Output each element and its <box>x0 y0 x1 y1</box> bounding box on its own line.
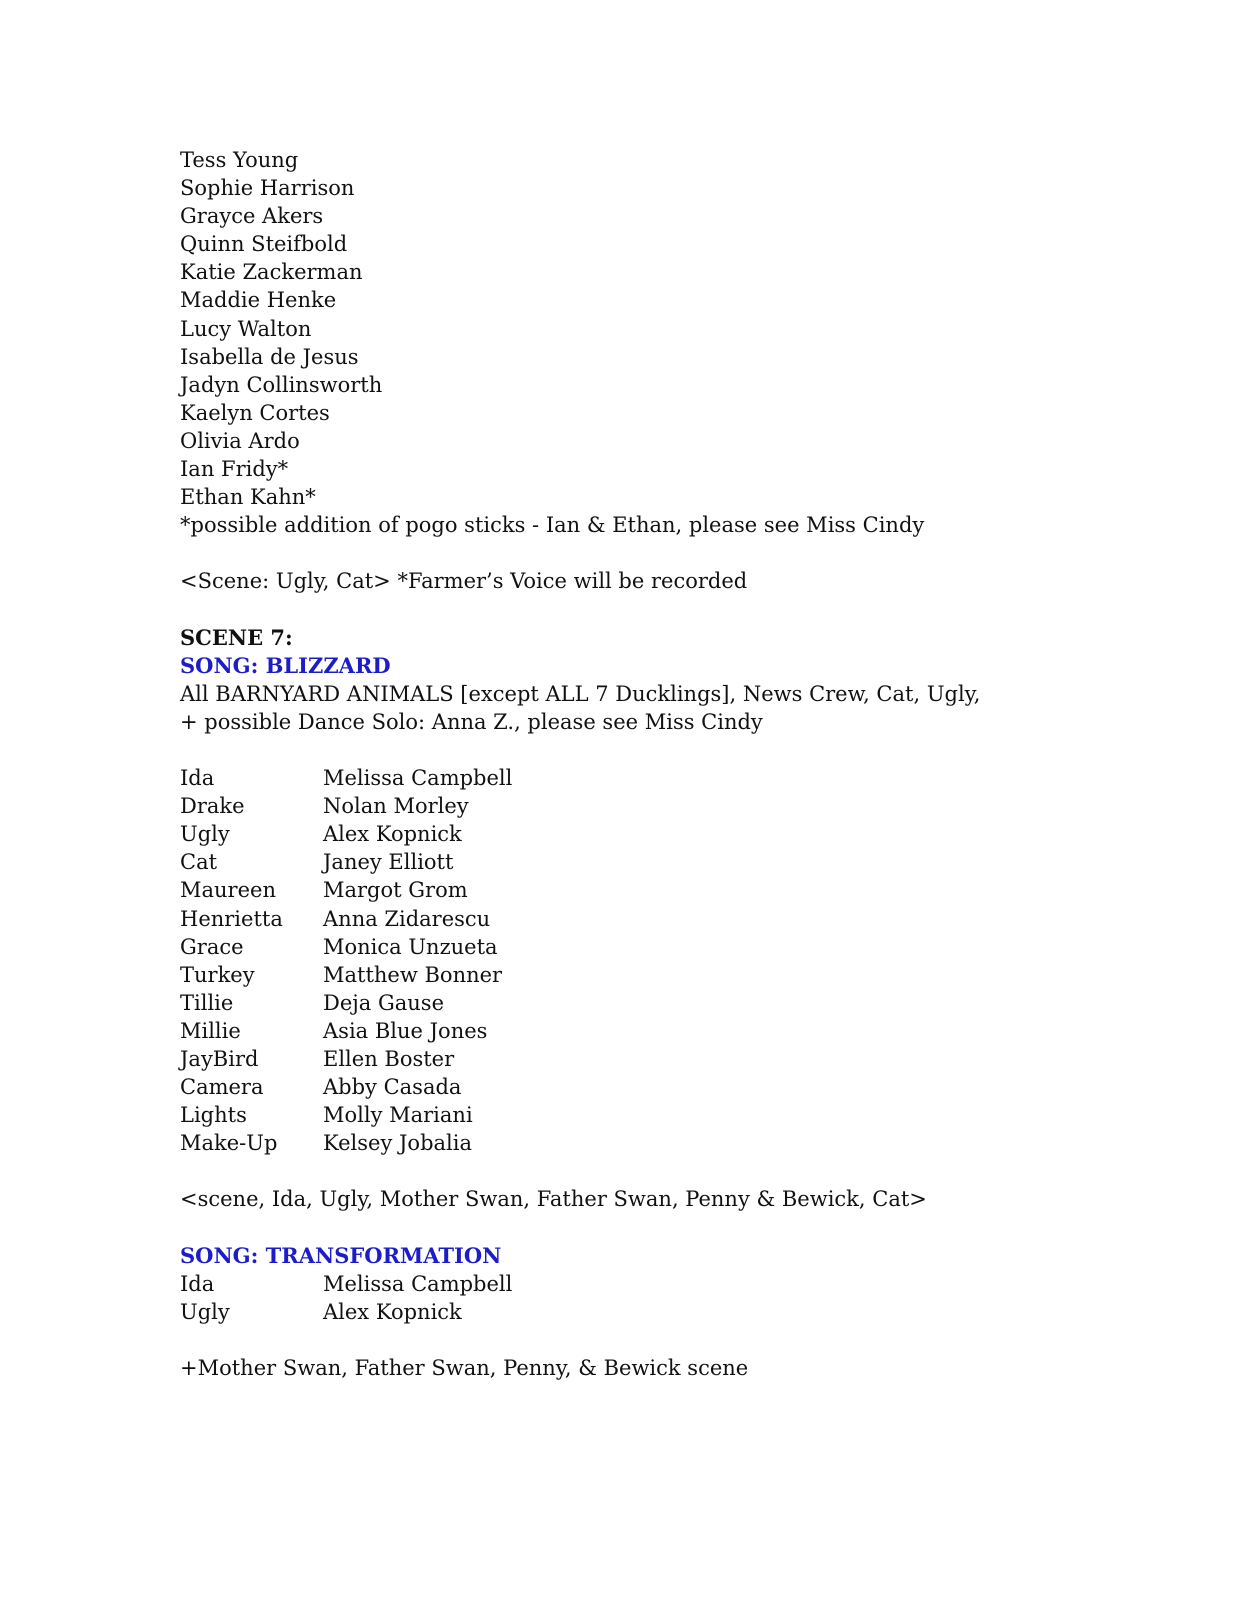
cast-actor: Melissa Campbell <box>323 766 513 791</box>
cast-actor: Monica Unzueta <box>323 934 498 959</box>
list-item: Isabella de Jesus <box>180 344 359 369</box>
cast-row <box>180 1270 1160 1298</box>
spacer <box>180 1214 1160 1242</box>
cast-row <box>180 876 1160 904</box>
list-item: Tess Young <box>180 148 299 172</box>
spacer <box>180 539 1160 567</box>
cast-actor: Abby Casada <box>323 1075 462 1100</box>
closing-note: +Mother Swan, Father Swan, Penny, & Bewick scene <box>180 1356 749 1381</box>
cast-role: Ugly <box>180 822 230 847</box>
cast-role: Lights <box>180 1103 247 1128</box>
cast-actor: Alex Kopnick <box>323 1299 462 1324</box>
spacer <box>180 1326 1160 1354</box>
list-item: Quinn Steifbold <box>180 232 348 257</box>
cast-role: JayBird <box>180 1047 259 1071</box>
cast-actor: Deja Gause <box>323 990 444 1015</box>
cast-role: Millie <box>180 1018 241 1043</box>
cast-row <box>180 1298 1160 1326</box>
cast-row <box>180 905 1160 933</box>
cast-actor: Ellen Boster <box>323 1047 455 1071</box>
cast-actor: Melissa Campbell <box>323 1271 513 1296</box>
document-content <box>180 146 1160 1382</box>
cast-role: Ugly <box>180 1299 230 1324</box>
list-item: Kaelyn Cortes <box>180 400 330 425</box>
pogo-note: *possible addition of pogo sticks - Ian & Ethan, please see Miss Cindy <box>180 513 925 538</box>
cast-actor: Alex Kopnick <box>323 822 462 847</box>
cast-row <box>180 848 1160 876</box>
cast-row <box>180 933 1160 961</box>
blizzard-cast-list <box>180 764 1160 1157</box>
cast-row <box>180 1101 1160 1129</box>
cast-role: Make-Up <box>180 1131 278 1156</box>
cast-actor: Nolan Morley <box>323 794 469 819</box>
spacer <box>180 736 1160 764</box>
cast-role: Cat <box>180 850 218 875</box>
cast-role: Henrietta <box>180 906 283 931</box>
cast-row <box>180 961 1160 989</box>
cast-actor: Anna Zidarescu <box>323 906 491 931</box>
spacer <box>180 1157 1160 1185</box>
list-item: Ethan Kahn* <box>180 485 316 510</box>
list-item: Grayce Akers <box>180 204 324 229</box>
cast-row <box>180 989 1160 1017</box>
cast-actor: Molly Mariani <box>323 1103 473 1128</box>
cast-role: Tillie <box>180 990 234 1015</box>
cast-row <box>180 792 1160 820</box>
list-item: Sophie Harrison <box>180 176 355 201</box>
scene-note-ugly-cat: <Scene: Ugly, Cat> *Farmer’s Voice will be recorded <box>180 569 748 594</box>
cast-actor: Margot Grom <box>323 878 468 903</box>
list-item: Jadyn Collinsworth <box>180 372 383 397</box>
cast-actor: Asia Blue Jones <box>323 1018 488 1043</box>
cast-role: Grace <box>180 934 244 959</box>
cast-role: Ida <box>180 1271 215 1296</box>
cast-row <box>180 1129 1160 1157</box>
cast-row <box>180 820 1160 848</box>
song-transformation-title: SONG: TRANSFORMATION <box>180 1242 502 1268</box>
cast-role: Ida <box>180 766 215 791</box>
list-item: Ian Fridy* <box>180 457 289 482</box>
cast-role: Camera <box>180 1075 264 1100</box>
cast-role: Maureen <box>180 878 276 903</box>
blizzard-description-line-2: + possible Dance Solo: Anna Z., please see Miss Cindy <box>180 709 763 734</box>
names-list <box>180 146 1160 511</box>
cast-row <box>180 1017 1160 1045</box>
cast-row <box>180 1045 1160 1073</box>
transformation-cast-list <box>180 1270 1160 1326</box>
cast-actor: Janey Elliott <box>323 850 454 875</box>
cast-actor: Kelsey Jobalia <box>323 1131 472 1156</box>
list-item: Lucy Walton <box>180 316 312 341</box>
list-item: Katie Zackerman <box>180 260 363 285</box>
list-item: Olivia Ardo <box>180 428 300 453</box>
song-blizzard-title: SONG: BLIZZARD <box>180 652 391 678</box>
scene-note-swans: <scene, Ida, Ugly, Mother Swan, Father Swan, Penny & Bewick, Cat> <box>180 1187 927 1212</box>
cast-role: Drake <box>180 794 245 819</box>
cast-actor: Matthew Bonner <box>323 962 503 987</box>
cast-row <box>180 1073 1160 1101</box>
cast-role: Turkey <box>180 962 255 987</box>
spacer <box>180 596 1160 624</box>
scene-7-heading: SCENE 7: <box>180 624 293 650</box>
cast-row <box>180 764 1160 792</box>
list-item: Maddie Henke <box>180 288 337 313</box>
blizzard-description-line-1: All BARNYARD ANIMALS [except ALL 7 Ducklings], News Crew, Cat, Ugly, <box>180 681 981 706</box>
